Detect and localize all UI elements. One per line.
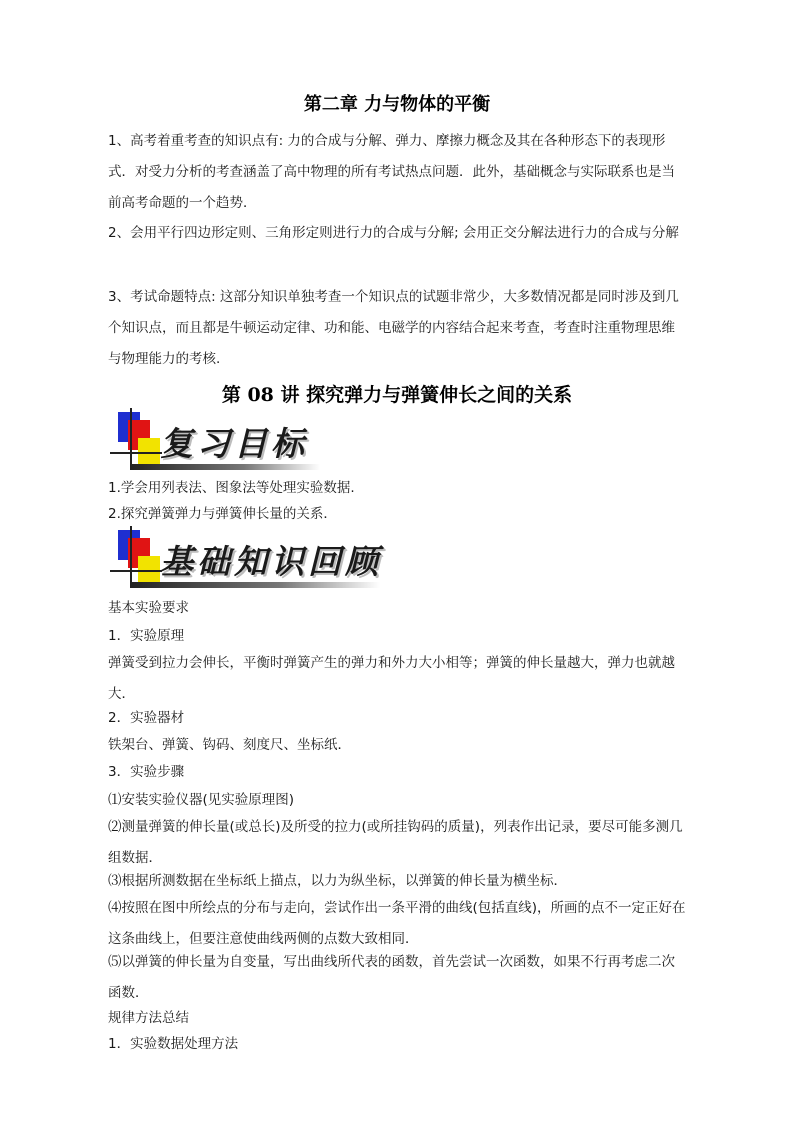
chapter-title: 第二章 力与物体的平衡	[303, 94, 491, 115]
summary-heading: 规律方法总结	[108, 1010, 189, 1026]
step-item: ⑸以弹簧的伸长量为自变量，写出曲线所代表的函数，首先尝试一次函数，如果不行再考虑二次函数．	[108, 954, 675, 1001]
review-goals-banner	[110, 412, 410, 476]
step-item: ⑵测量弹簧的伸长量(或总长)及所受的拉力(或所挂钩码的质量)，列表作出记录，要尽可能多测几组数据．	[108, 819, 683, 866]
banner-title: 复习目标	[160, 424, 308, 463]
step-item: ⑴安装实验仪器(见实验原理图)	[108, 792, 295, 808]
goal-item-2: 2.探究弹簧弹力与弹簧伸长量的关系．	[108, 506, 337, 522]
equipment-text: 铁架台、弹簧、钩码、刻度尺、坐标纸．	[108, 737, 351, 753]
basics-review-banner	[110, 530, 400, 594]
intro-point-1: 1、高考着重考查的知识点有: 力的合成与分解、弹力、摩擦力概念及其在各种形态下的表现形式．对受力分析的考查涵盖了高中物理的所有考试热点问题．此外，基础概念与实际联系也是当前高考命题的一个趋势．	[108, 133, 675, 211]
subsection-title: 1．实验原理	[108, 628, 185, 644]
step-item: ⑶根据所测数据在坐标纸上描点，以力为纵坐标，以弹簧的伸长量为横坐标．	[108, 873, 567, 889]
summary-subsection-title: 1．实验数据处理方法	[108, 1036, 239, 1052]
section-heading: 基本实验要求	[108, 600, 189, 616]
lecture-title: 第 08 讲 探究弹力与弹簧伸长之间的关系	[221, 384, 573, 406]
banner-title: 基础知识回顾	[160, 542, 382, 581]
step-item: ⑷按照在图中所绘点的分布与走向，尝试作出一条平滑的曲线(包括直线)，所画的点不一定正好在这条曲线上，但要注意使曲线两侧的点数大致相同．	[108, 900, 686, 947]
intro-point-3: 3、考试命题特点: 这部分知识单独考查一个知识点的试题非常少，大多数情况都是同时涉及到几个知识点，而且都是牛顿运动定律、功和能、电磁学的内容结合起来考查，考查时注重物理思维与物理能力的考核.	[108, 289, 679, 367]
intro-point-2: 2、会用平行四边形定则、三角形定则进行力的合成与分解; 会用正交分解法进行力的合成与分解	[108, 225, 679, 241]
subsection-title: 2．实验器材	[108, 710, 185, 726]
goal-item-1: 1.学会用列表法、图象法等处理实验数据.	[108, 480, 355, 496]
subsection-title: 3．实验步骤	[108, 764, 185, 780]
principle-text: 弹簧受到拉力会伸长，平衡时弹簧产生的弹力和外力大小相等；弹簧的伸长量越大，弹力也就越大．	[108, 655, 675, 702]
